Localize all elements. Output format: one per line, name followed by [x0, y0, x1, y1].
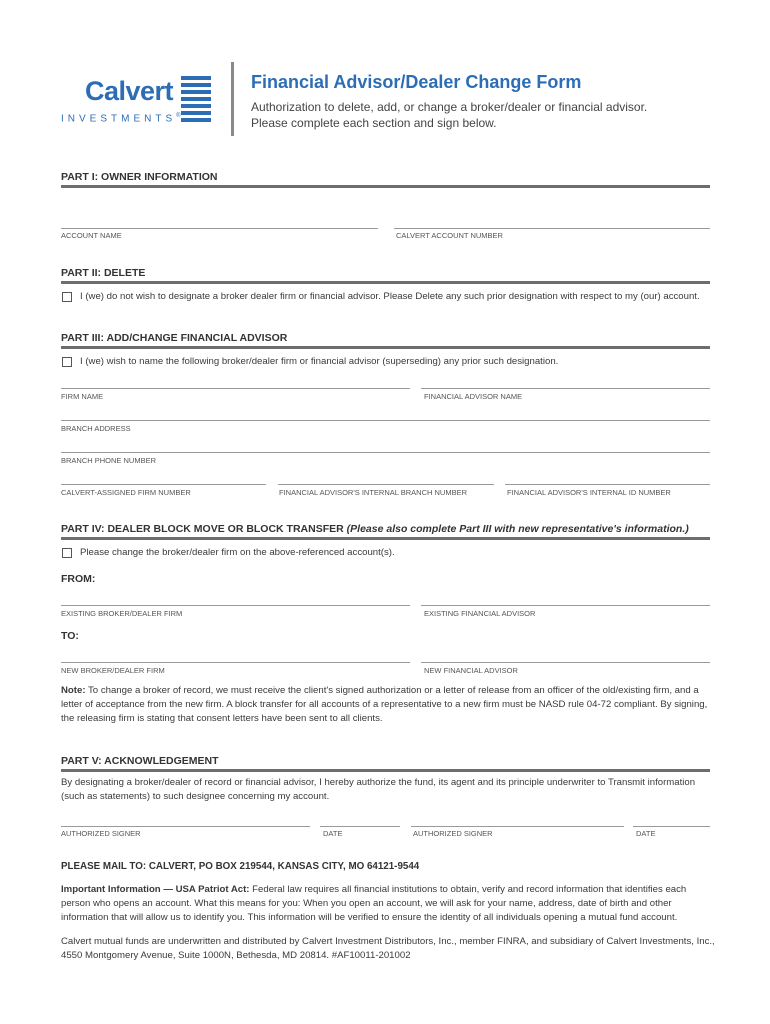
firm-name-field[interactable] [61, 388, 410, 389]
part4-heading-note: (Please also complete Part III with new representative's information.) [346, 523, 689, 535]
distributor-line-1: Calvert mutual funds are underwritten and distributed by Calvert Investment Distributors, Inc., member FINRA, and subsidiary of Calvert Investments, Inc., [61, 936, 715, 947]
distributor-line-2: 4550 Montgomery Avenue, Suite 1000N, Bethesda, MD 20814. #AF10011-201002 [61, 950, 411, 961]
existing-firm-label: EXISTING BROKER/DEALER FIRM [61, 609, 183, 618]
mail-to-address: PLEASE MAIL TO: CALVERT, PO BOX 219544, KANSAS CITY, MO 64121-9544 [61, 861, 420, 872]
new-advisor-label: NEW FINANCIAL ADVISOR [424, 666, 518, 675]
branch-number-field[interactable] [278, 484, 494, 485]
part2-heading: PART II: DELETE [61, 267, 146, 279]
add-change-checkbox[interactable] [62, 357, 72, 367]
form-subtitle-1: Authorization to delete, add, or change a broker/dealer or financial advisor. [251, 100, 648, 114]
form-subtitle-2: Please complete each section and sign below. [251, 116, 497, 130]
new-advisor-field[interactable] [421, 662, 710, 663]
block-transfer-checkbox-text: Please change the broker/dealer firm on the above-referenced account(s). [80, 547, 395, 558]
part5-heading: PART V: ACKNOWLEDGEMENT [61, 755, 219, 767]
advisor-name-label: FINANCIAL ADVISOR NAME [424, 392, 523, 401]
calvert-account-number-field[interactable] [394, 228, 710, 229]
logo-registered-mark: ® [176, 113, 181, 119]
account-name-field[interactable] [61, 228, 378, 229]
form-title: Financial Advisor/Dealer Change Form [251, 72, 582, 92]
new-firm-field[interactable] [61, 662, 410, 663]
existing-advisor-field[interactable] [421, 605, 710, 606]
signer-2-label: AUTHORIZED SIGNER [413, 829, 493, 838]
part4-rule [61, 537, 710, 540]
from-label: FROM: [61, 573, 96, 585]
part4-heading-title: PART IV: DEALER BLOCK MOVE OR BLOCK TRANSFER [61, 523, 344, 535]
signer-1-field[interactable] [61, 826, 310, 827]
branch-address-label: BRANCH ADDRESS [61, 424, 131, 433]
part4-heading [61, 523, 689, 535]
branch-phone-label: BRANCH PHONE NUMBER [61, 456, 157, 465]
part5-rule [61, 769, 710, 772]
logo-subtext [61, 113, 181, 124]
date-2-field[interactable] [633, 826, 710, 827]
note-label: Note: [61, 685, 86, 696]
existing-firm-field[interactable] [61, 605, 410, 606]
to-label: TO: [61, 630, 79, 642]
part3-heading: PART III: ADD/CHANGE FINANCIAL ADVISOR [61, 332, 288, 344]
internal-id-field[interactable] [505, 484, 710, 485]
date-1-label: DATE [323, 829, 343, 838]
part2-rule [61, 281, 710, 284]
new-firm-label: NEW BROKER/DEALER FIRM [61, 666, 165, 675]
branch-number-label: FINANCIAL ADVISOR'S INTERNAL BRANCH NUMBER [279, 488, 467, 497]
part1-rule [61, 185, 710, 188]
calvert-logo [61, 76, 213, 128]
patriot-act-label: Important Information — USA Patriot Act: [61, 884, 250, 895]
delete-checkbox[interactable] [62, 292, 72, 302]
date-2-label: DATE [636, 829, 656, 838]
part1-heading: PART I: OWNER INFORMATION [61, 171, 218, 183]
logo-stripes-icon [181, 76, 211, 125]
signer-1-label: AUTHORIZED SIGNER [61, 829, 141, 838]
firm-number-field[interactable] [61, 484, 266, 485]
patriot-act-text: Federal law requires all financial institutions to obtain, verify and record information that identifies each person who opens an account. What this means for you: When you open an account, we will ask for your name, address, date of birth and other information that will allow us to identify you. This information will be verified to ensure the identity of all individuals opening a mutual fund account. [61, 884, 687, 923]
firm-number-label: CALVERT-ASSIGNED FIRM NUMBER [61, 488, 191, 497]
signer-2-field[interactable] [411, 826, 624, 827]
existing-advisor-label: EXISTING FINANCIAL ADVISOR [424, 609, 536, 618]
calvert-account-number-label: CALVERT ACCOUNT NUMBER [396, 231, 503, 240]
firm-name-label: FIRM NAME [61, 392, 104, 401]
acknowledgement-text: By designating a broker/dealer of record or financial advisor, I hereby authorize the fund, its agent and its principle underwriter to Transmit information (such as statements) to such designee concerning my account. [61, 777, 696, 802]
block-transfer-checkbox[interactable] [62, 548, 72, 558]
patriot-act-paragraph [61, 883, 710, 925]
note-text: To change a broker of record, we must receive the client's signed authorization or a letter of release from an officer of the old/existing firm, and a letter of acceptance from the new firm. A block transfer for all accounts of a representative to a new firm must be NASD rule 04-72 compliant. By signing, the releasing firm is stating that consent letters have been sent to all clients. [61, 685, 708, 724]
internal-id-label: FINANCIAL ADVISOR'S INTERNAL ID NUMBER [507, 488, 671, 497]
note-paragraph [61, 684, 710, 726]
header-divider [231, 62, 234, 136]
logo-subtext-word: INVESTMENTS [61, 113, 177, 125]
branch-phone-field[interactable] [61, 452, 710, 453]
delete-checkbox-text: I (we) do not wish to designate a broker dealer firm or financial advisor. Please Delete any such prior designation with respect to my (our) account. [80, 291, 700, 302]
branch-address-field[interactable] [61, 420, 710, 421]
account-name-label: ACCOUNT NAME [61, 231, 122, 240]
date-1-field[interactable] [320, 826, 400, 827]
part3-rule [61, 346, 710, 349]
logo-wordmark: Calvert [85, 76, 174, 106]
add-change-checkbox-text: I (we) wish to name the following broker/dealer firm or financial advisor (superseding) any prior such designation. [80, 356, 559, 367]
advisor-name-field[interactable] [421, 388, 710, 389]
